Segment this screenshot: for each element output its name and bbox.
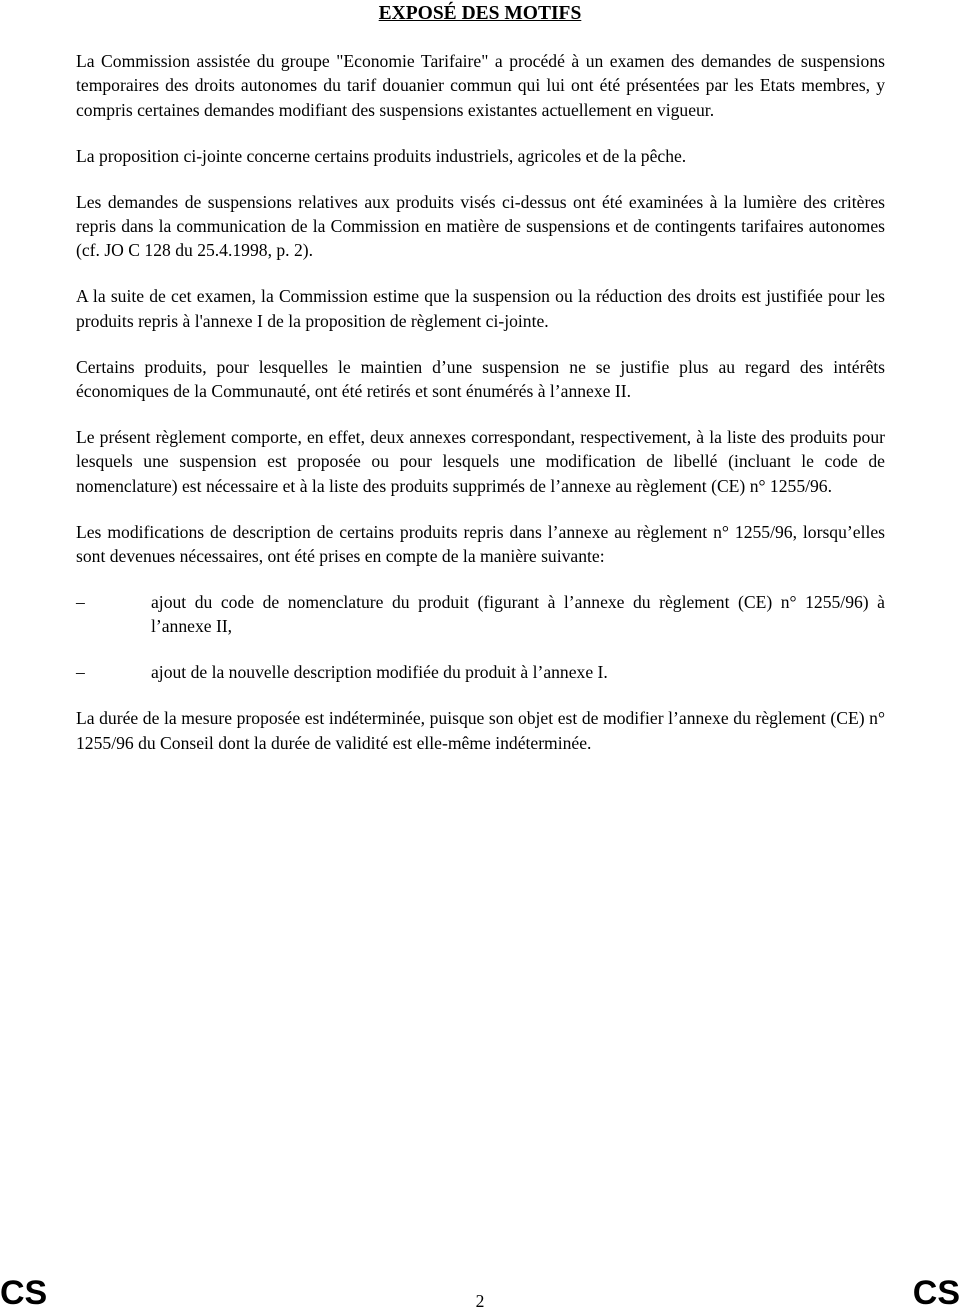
document-body [76,49,885,777]
bullet-item [76,660,885,684]
paragraph-annexes: Le présent règlement comporte, en effet, deux annexes correspondant, respectivement, à la liste des produits pour lesquels une suspension est proposée ou pour lesquels une modification de libellé (incluant le code de nomenclature) est nécessaire et à la liste des produits supprimés de l’annexe au règlement (CE) n° 1255/96. [76,426,885,496]
paragraph-justification: A la suite de cet examen, la Commission estime que la suspension ou la réduction des droits est justifiée pour les produits repris à l'annexe I de la proposition de règlement ci-jointe. [76,286,885,331]
paragraph-withdrawn-products: Certains produits, pour lesquelles le maintien d’une suspension ne se justifie plus au regard des intérêts économiques de la Communauté, ont été retirés et sont énumérés à l’annexe II. [76,356,885,402]
footer-language-code-right: CS [912,1274,960,1312]
bullet-text: ajout du code de nomenclature du produit (figurant à l’annexe du règlement (CE) n° 1255/96) à l’annexe II, [151,592,885,637]
paragraph-criteria: Les demandes de suspensions relatives aux produits visés ci-dessus ont été examinées à la lumière des critères repris dans la communication de la Commission en matière de suspensions et de contingents tarifaires autonomes (cf. JO C 128 du 25.4.1998, p. 2). [76,191,885,261]
paragraph-duration: La durée de la mesure proposée est indéterminée, puisque son objet est de modifier l’annexe du règlement (CE) n° 1255/96 du Conseil dont la durée de validité est elle-même indéterminée. [76,708,885,753]
bullet-text: ajout de la nouvelle description modifiée du produit à l’annexe I. [151,662,608,683]
paragraph-modifications: Les modifications de description de certains produits repris dans l’annexe au règlement n° 1255/96, lorsqu’elles sont devenues nécessaires, ont été prises en compte de la manière suivante: [76,521,885,567]
footer-language-code-left: CS [0,1274,48,1312]
paragraph-intro: La Commission assistée du groupe "Economie Tarifaire" a procédé à un examen des demandes de suspensions temporaires des droits autonomes du tarif douanier commun qui lui ont été présentées par les Etats membres, y compris certaines demandes modifiant des suspensions existantes actuellement en vigueur. [76,51,885,120]
page-number: 2 [475,1291,485,1311]
bullet-item [76,590,885,639]
bullet-dash: – [76,662,85,683]
document-title: EXPOSÉ DES MOTIFS [378,3,582,24]
bullet-dash: – [76,592,85,612]
paragraph-scope: La proposition ci-jointe concerne certains produits industriels, agricoles et de la pêche. [76,145,687,166]
